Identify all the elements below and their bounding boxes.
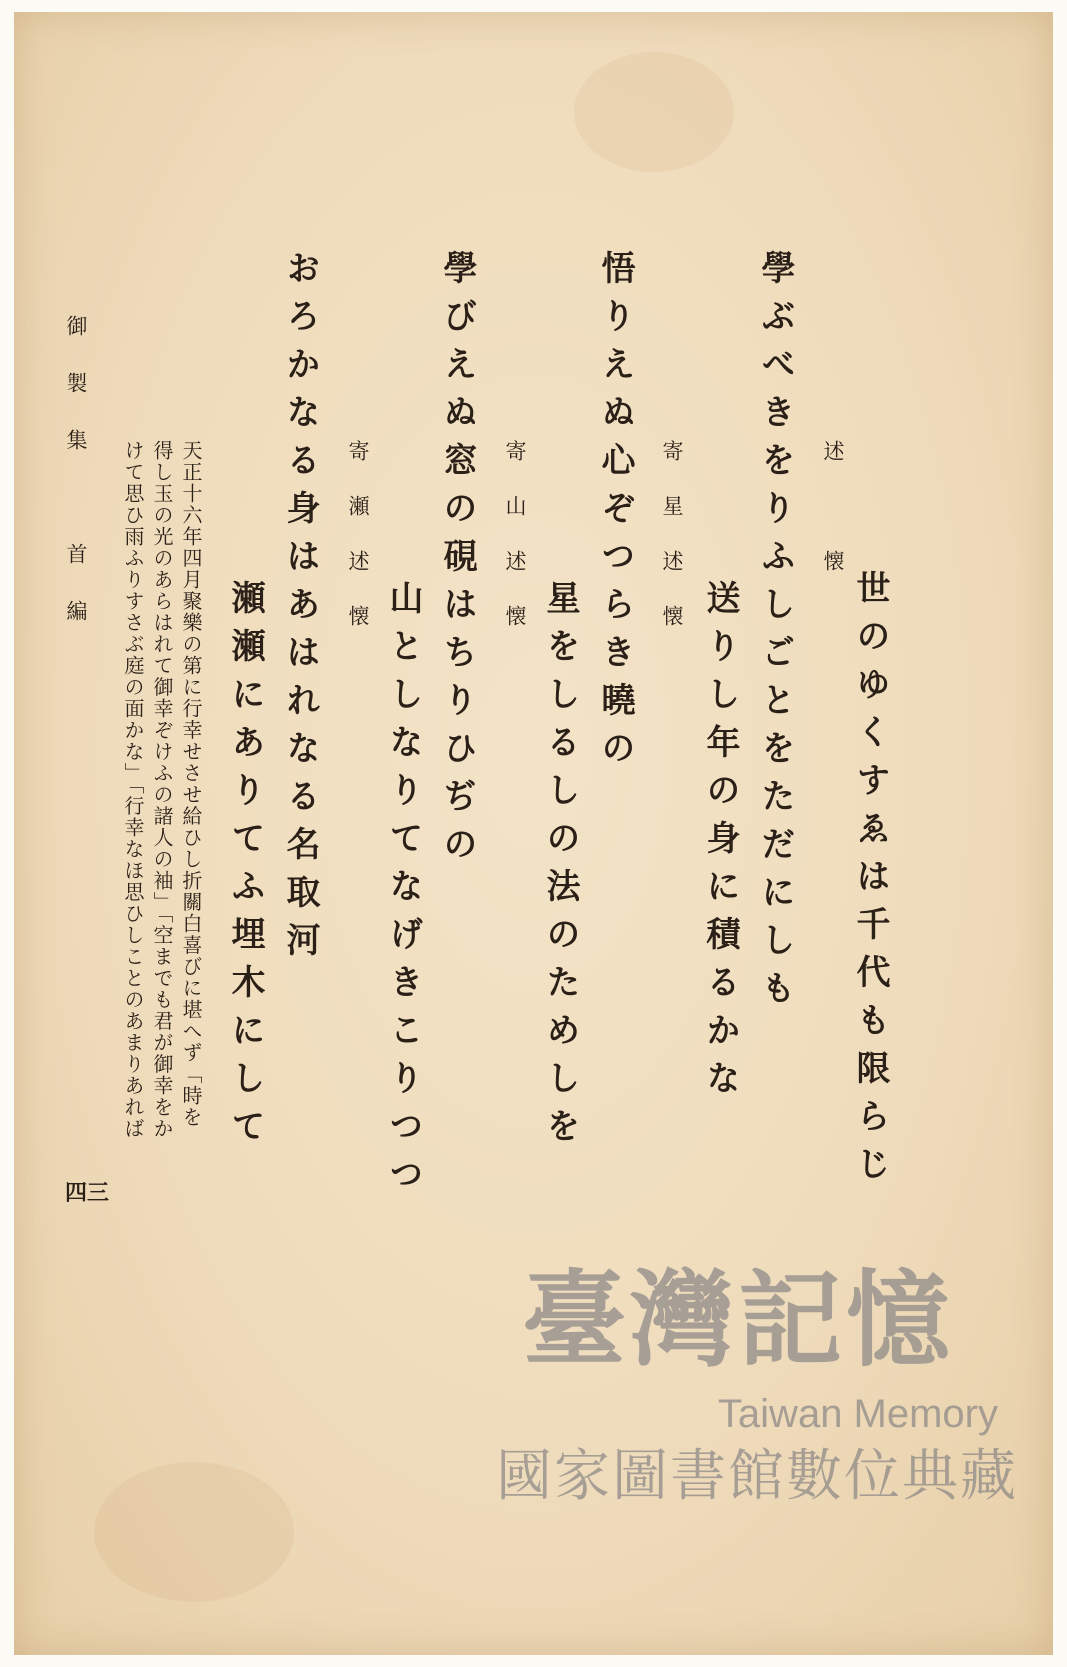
poem-line: 送りし年の身に積るかな	[700, 580, 740, 1108]
poem-topic: 述 懐	[821, 440, 845, 605]
poem-line: 瀬瀬にありてふ埋木にして	[225, 580, 265, 1156]
watermark-subtitle: Taiwan Memory	[717, 1392, 998, 1436]
poem-line: 學びえぬ窓の硯はちりひぢの	[437, 250, 477, 874]
poem-line: 山としなりてなげきこりつつ	[383, 580, 423, 1204]
annotation-line: けて思ひ雨ふりすさぶ庭の面かな」「行幸なほ思ひしことのあまりあれば	[121, 440, 145, 1140]
running-header: 御製集 首編	[64, 315, 88, 657]
watermark-organization: 國家圖書館數位典藏	[496, 1444, 1018, 1509]
paper-stain	[94, 1462, 294, 1602]
poem-line: 悟りえぬ心ぞつらき曉の	[595, 250, 635, 778]
poem-topic: 寄山述懐	[503, 440, 527, 660]
watermark-title: 臺灣記憶	[521, 1258, 954, 1381]
watermark	[458, 1260, 1018, 1550]
annotation-line: 得し玉の光のあらはれて御幸ぞけふの諸人の袖」「空までも君が御幸をか	[150, 440, 174, 1140]
poem-line: おろかなる身はあはれなる名取河	[280, 250, 320, 970]
poem-line: 世のゆくすゑは千代も限らじ	[850, 570, 890, 1194]
poem-topic: 寄瀬述懐	[346, 440, 370, 660]
poem-line: 星をしるしの法のためしを	[540, 580, 580, 1156]
poem-line: 學ぶべきをりふしごとをただにしも	[755, 250, 795, 1018]
paper-stain	[574, 52, 734, 172]
page-number: 四三	[65, 1180, 110, 1206]
annotation-line: 天正十六年四月聚樂の第に行幸せさせ給ひし折關白喜びに堪へず「時を	[179, 440, 203, 1128]
poem-topic: 寄星述懐	[660, 440, 684, 660]
